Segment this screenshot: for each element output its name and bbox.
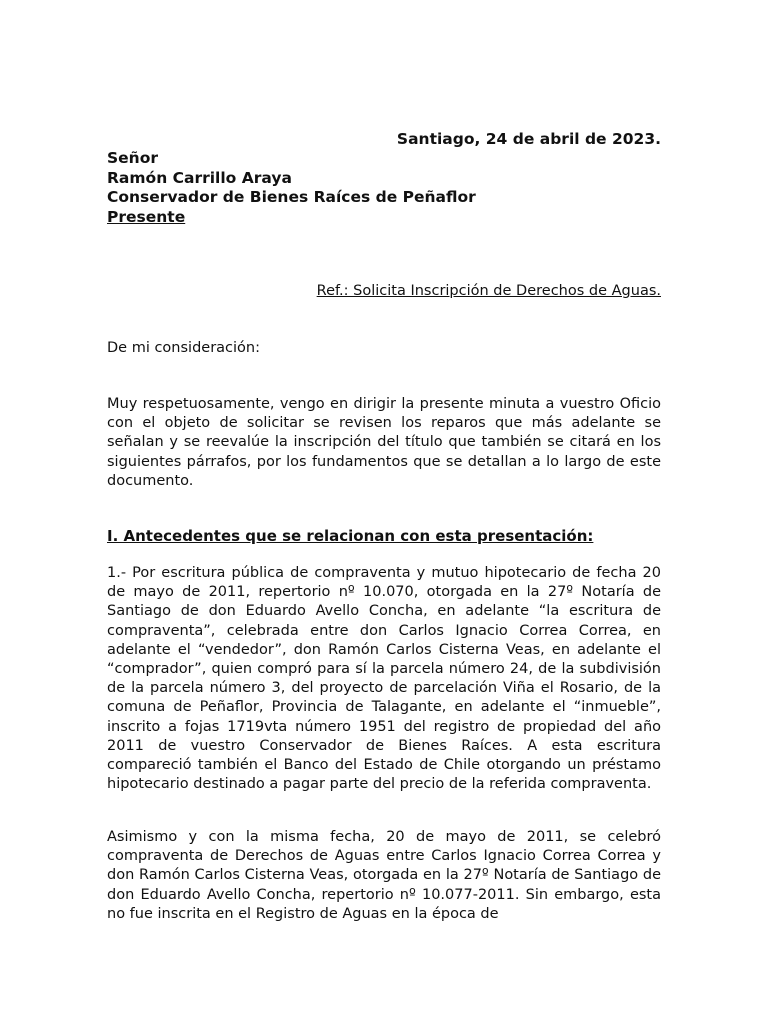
intro-paragraph: Muy respetuosamente, vengo en dirigir la presente minuta a vuestro Oficio con el objeto de solicitar se revisen los reparos que más adelante se señalan y se reevalúe la inscripción del título que también se citará en los siguientes párrafos, por los fundamentos que se detallan a lo largo de este documento. [107, 396, 661, 489]
recipient-title: Conservador de Bienes Raíces de Peñaflor [107, 188, 476, 206]
body-paragraph-1: 1.- Por escritura pública de compraventa y mutuo hipotecario de fecha 20 de mayo de 2011, repertorio nº 10.070, otorgada en la 27º Notaría de Santiago de don Eduardo Avello Concha, en adelante “la escritura de compraventa”, celebrada entre don Carlos Ignacio Correa Correa, en adelante el “vendedor”, don Ramón Carlos Cisterna Veas, en adelante el “comprador”, quien compró para sí la parcela número 24, de la subdivisión de la parcela número 3, del proyecto de parcelación Viña el Rosario, de la comuna de Peñaflor, Provincia de Talagante, en adelante el “inmueble”, inscrito a fojas 1719vta número 1951 del registro de propiedad del año 2011 de vuestro Conservador de Bienes Raíces. A esta escritura compareció también el Banco del Estado de Chile otorgando un préstamo hipotecario destinado a pagar parte del precio de la referida compraventa. [107, 565, 661, 793]
body-paragraph-2: Asimismo y con la misma fecha, 20 de mayo de 2011, se celebró compraventa de Derechos de Aguas entre Carlos Ignacio Correa Correa y don Ramón Carlos Cisterna Veas, otorgada en la 27º Notaría de Santiago de don Eduardo Avello Concha, repertorio nº 10.077-2011. Sin embargo, esta no fue inscrita en el Registro de Aguas en la época de [107, 829, 661, 922]
greeting: De mi consideración: [107, 340, 260, 356]
recipient-block [107, 149, 661, 227]
recipient-presente: Presente [107, 207, 186, 226]
recipient-name: Ramón Carrillo Araya [107, 168, 292, 187]
letter-date: Santiago, 24 de abril de 2023. [396, 130, 661, 148]
reference-line: Ref.: Solicita Inscripción de Derechos de Aguas. [316, 283, 661, 299]
section-heading: I. Antecedentes que se relacionan con esta presentación: [107, 527, 594, 545]
recipient-salutation: Señor [107, 149, 159, 167]
